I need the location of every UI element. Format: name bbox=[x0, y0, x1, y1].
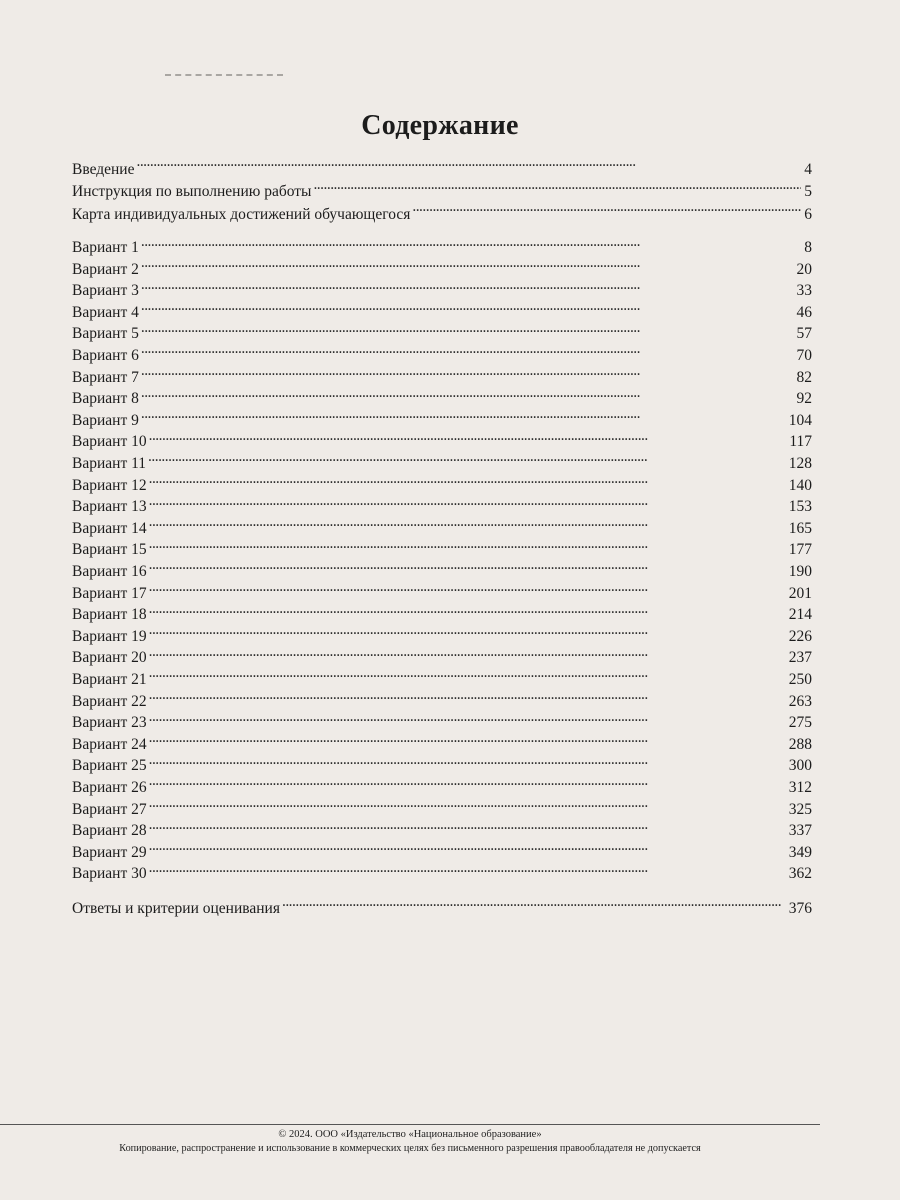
toc-entry-label: Вариант 20 bbox=[72, 649, 147, 667]
toc-page-number: 117 bbox=[789, 433, 812, 451]
toc-entry-variant[interactable] bbox=[72, 425, 812, 451]
toc-entry-variant[interactable] bbox=[72, 749, 812, 775]
toc-entry-label: Вариант 24 bbox=[72, 735, 147, 753]
toc-page-number: 325 bbox=[788, 800, 812, 818]
dot-leader bbox=[149, 727, 786, 749]
dot-leader bbox=[141, 295, 794, 317]
toc-entry-variant[interactable] bbox=[72, 598, 812, 624]
toc-entry-label: Вариант 7 bbox=[72, 368, 139, 386]
toc-page-number: 5 bbox=[804, 183, 812, 201]
toc-entry-label: Вариант 4 bbox=[72, 303, 139, 321]
dot-leader bbox=[412, 197, 801, 219]
dot-leader bbox=[141, 403, 786, 425]
toc-entry-label: Вариант 30 bbox=[72, 865, 147, 883]
page-title: Содержание bbox=[361, 110, 519, 141]
dot-leader bbox=[149, 490, 786, 512]
toc-entry-variant[interactable] bbox=[72, 490, 812, 516]
dot-leader bbox=[149, 598, 786, 620]
toc-entry-variant[interactable] bbox=[72, 295, 812, 321]
toc-entry-variant[interactable] bbox=[72, 252, 812, 278]
toc-page-number: 190 bbox=[788, 563, 812, 580]
toc-page-number: 288 bbox=[788, 735, 812, 753]
toc-entry-label: Вариант 23 bbox=[72, 714, 147, 732]
toc-entry-label: Карта индивидуальных достижений обучающегося bbox=[72, 205, 411, 223]
toc-entry-variant[interactable] bbox=[72, 727, 812, 753]
toc-entry-answers[interactable] bbox=[72, 891, 812, 917]
toc-intro-section bbox=[72, 152, 812, 223]
toc-entry-label: Введение bbox=[72, 160, 135, 178]
dot-leader bbox=[313, 175, 801, 197]
dot-leader bbox=[149, 792, 786, 814]
toc-entry-label: Вариант 26 bbox=[72, 778, 147, 796]
toc-entry-label: Вариант 29 bbox=[72, 843, 147, 861]
toc-entry-label: Вариант 16 bbox=[72, 563, 147, 580]
dot-leader bbox=[141, 317, 794, 339]
toc-page-number: 349 bbox=[788, 843, 812, 861]
toc-page-number: 226 bbox=[788, 627, 812, 645]
toc-entry-label: Вариант 15 bbox=[72, 541, 147, 559]
toc-entry-variant[interactable] bbox=[72, 533, 812, 559]
dot-leader bbox=[149, 554, 786, 576]
toc-page-number: 92 bbox=[796, 390, 812, 408]
toc-entry-variant[interactable] bbox=[72, 403, 812, 429]
toc-entry-variant[interactable] bbox=[72, 317, 812, 343]
toc-entry-variant[interactable] bbox=[72, 360, 812, 386]
toc-page-number: 165 bbox=[788, 519, 812, 537]
toc-entry-variant[interactable] bbox=[72, 835, 812, 861]
toc-entry-variant[interactable] bbox=[72, 468, 812, 494]
toc-page-number: 275 bbox=[788, 714, 812, 732]
dot-leader bbox=[141, 274, 794, 296]
toc-page-number: 20 bbox=[796, 260, 812, 278]
toc-entry-label: Вариант 1 bbox=[72, 239, 139, 257]
toc-entry-label: Вариант 19 bbox=[72, 627, 147, 645]
toc-variants-section bbox=[72, 231, 812, 883]
toc-page-number: 57 bbox=[796, 325, 812, 343]
toc-entry-label: Вариант 22 bbox=[72, 692, 147, 710]
toc-page-number: 201 bbox=[788, 584, 812, 602]
dot-leader bbox=[141, 382, 794, 404]
toc-page-number: 376 bbox=[788, 899, 812, 917]
toc-entry-label: Вариант 5 bbox=[72, 325, 139, 343]
toc-entry-label: Вариант 3 bbox=[72, 282, 139, 300]
copyright-notice: Копирование, распространение и использование в коммерческих целях без письменного разрешения правообладателя не допускается bbox=[119, 1142, 701, 1154]
toc-page-number: 362 bbox=[788, 865, 812, 883]
toc-entry-variant[interactable] bbox=[72, 641, 812, 667]
toc-entry-label: Вариант 2 bbox=[72, 260, 139, 278]
toc-page-number: 300 bbox=[788, 757, 812, 775]
toc-entry-introduction[interactable] bbox=[72, 152, 812, 178]
toc-page-number: 82 bbox=[796, 368, 812, 386]
toc-entry-label: Вариант 25 bbox=[72, 757, 147, 775]
toc-page-number: 177 bbox=[788, 541, 812, 559]
toc-page-number: 33 bbox=[796, 282, 812, 300]
dot-leader bbox=[282, 891, 786, 913]
toc-entry-variant[interactable] bbox=[72, 662, 812, 688]
toc-entry-label: Вариант 10 bbox=[72, 433, 147, 451]
dot-leader bbox=[149, 770, 786, 792]
toc-entry-variant[interactable] bbox=[72, 619, 812, 645]
page-footer bbox=[0, 1128, 820, 1155]
toc-page-number: 214 bbox=[788, 606, 812, 624]
toc-entry-label: Вариант 11 bbox=[72, 455, 147, 473]
toc-entry-label: Вариант 12 bbox=[72, 476, 147, 494]
toc-entry-label: Ответы и критерии оценивания bbox=[72, 899, 280, 917]
dot-leader bbox=[149, 857, 786, 879]
toc-page-number: 70 bbox=[796, 347, 812, 365]
toc-entry-label: Вариант 28 bbox=[72, 822, 147, 840]
dot-leader bbox=[149, 468, 786, 490]
toc-page-number: 250 bbox=[788, 670, 812, 688]
dot-leader bbox=[136, 152, 801, 174]
toc-entry-variant[interactable] bbox=[72, 446, 812, 473]
toc-entry-label: Вариант 8 bbox=[72, 390, 139, 408]
dot-leader bbox=[149, 641, 786, 663]
toc-entry-instructions[interactable] bbox=[72, 175, 812, 201]
toc-page-number: 140 bbox=[788, 476, 812, 494]
toc-page-number: 128 bbox=[788, 455, 812, 473]
toc-entry-variant[interactable] bbox=[72, 706, 812, 732]
copyright-line: © 2024. ООО «Издательство «Национальное образование» bbox=[278, 1129, 542, 1140]
toc-entry-label: Вариант 9 bbox=[72, 411, 139, 429]
toc-page-number: 6 bbox=[804, 205, 812, 223]
toc-entry-label: Вариант 18 bbox=[72, 606, 147, 624]
toc-entry-label: Вариант 14 bbox=[72, 519, 147, 537]
toc-entry-variant[interactable] bbox=[72, 382, 812, 408]
table-of-contents bbox=[72, 152, 812, 917]
toc-page-number: 8 bbox=[804, 239, 812, 257]
toc-entry-variant[interactable] bbox=[72, 231, 812, 257]
dot-leader bbox=[149, 749, 786, 771]
toc-entry-variant[interactable] bbox=[72, 511, 812, 537]
dot-leader bbox=[149, 835, 786, 857]
toc-entry-variant[interactable] bbox=[72, 684, 812, 710]
toc-page-number: 104 bbox=[788, 411, 812, 429]
toc-entry-label: Инструкция по выполнению работы bbox=[72, 183, 312, 201]
dot-leader bbox=[141, 338, 794, 360]
decorative-dash bbox=[165, 74, 283, 76]
dot-leader bbox=[149, 511, 786, 533]
toc-entry-variant[interactable] bbox=[72, 274, 812, 300]
dot-leader bbox=[149, 576, 786, 598]
toc-page-number: 337 bbox=[788, 822, 812, 840]
toc-entry-label: Вариант 17 bbox=[72, 584, 147, 602]
toc-page-number: 312 bbox=[788, 778, 812, 796]
dot-leader bbox=[149, 662, 786, 684]
toc-page-number: 263 bbox=[788, 692, 812, 710]
dot-leader bbox=[141, 252, 794, 274]
toc-entry-variant[interactable] bbox=[72, 792, 812, 818]
toc-entry-label: Вариант 27 bbox=[72, 800, 147, 818]
dot-leader bbox=[149, 533, 786, 555]
toc-entry-label: Вариант 21 bbox=[72, 670, 147, 688]
dot-leader bbox=[149, 425, 787, 447]
toc-entry-variant[interactable] bbox=[72, 576, 812, 602]
toc-entry-variant[interactable] bbox=[72, 338, 812, 365]
dot-leader bbox=[149, 706, 786, 728]
footer-divider bbox=[0, 1124, 820, 1125]
toc-page-number: 237 bbox=[788, 649, 812, 667]
toc-page-number: 153 bbox=[788, 498, 812, 516]
toc-entry-variant[interactable] bbox=[72, 554, 812, 580]
dot-leader bbox=[149, 619, 786, 641]
toc-page-number: 4 bbox=[804, 160, 812, 178]
toc-entry-variant[interactable] bbox=[72, 770, 812, 796]
toc-page-number: 46 bbox=[796, 303, 812, 321]
toc-entry-variant[interactable] bbox=[72, 814, 812, 840]
dot-leader bbox=[149, 684, 786, 706]
toc-entry-label: Вариант 13 bbox=[72, 498, 147, 516]
toc-entry-variant[interactable] bbox=[72, 857, 812, 883]
toc-entry-label: Вариант 6 bbox=[72, 347, 139, 365]
dot-leader bbox=[149, 814, 786, 836]
dot-leader bbox=[141, 360, 794, 382]
dot-leader bbox=[141, 231, 801, 253]
dot-leader bbox=[148, 446, 786, 468]
